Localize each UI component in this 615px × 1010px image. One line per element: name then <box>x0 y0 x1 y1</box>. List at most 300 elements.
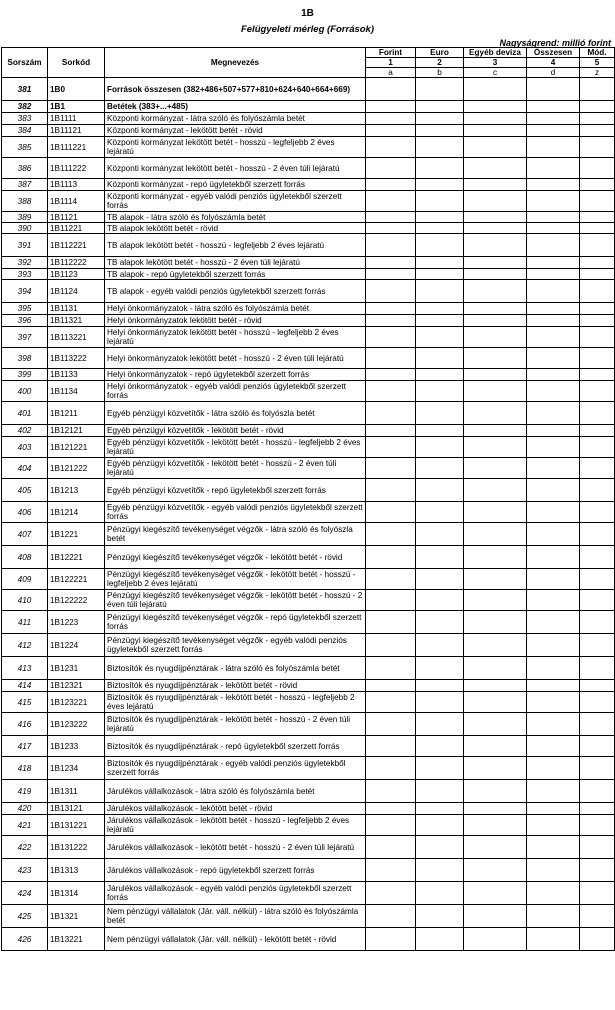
value-cell-osszesen[interactable] <box>527 657 580 680</box>
row-code: 1B1113 <box>48 179 105 191</box>
row-number: 417 <box>2 736 48 757</box>
value-cell-mod[interactable] <box>580 369 615 381</box>
table-row <box>2 369 615 381</box>
value-cell-mod[interactable] <box>580 836 615 859</box>
value-cell-mod[interactable] <box>580 437 615 458</box>
value-cell-euro[interactable] <box>416 315 464 327</box>
value-cell-egyeb-deviza[interactable] <box>464 815 527 836</box>
header-letter-a: a <box>366 68 416 78</box>
row-code: 1B1214 <box>48 502 105 523</box>
row-code: 1B111221 <box>48 137 105 158</box>
value-cell-mod[interactable] <box>580 113 615 125</box>
value-cell-egyeb-deviza[interactable] <box>464 736 527 757</box>
value-cell-mod[interactable] <box>580 928 615 951</box>
value-cell-egyeb-deviza[interactable] <box>464 303 527 315</box>
row-name: Nem pénzügyi vállalatok (Jár. váll. nélkül) - látra szóló és folyószámla betét <box>105 905 366 928</box>
value-cell-mod[interactable] <box>580 402 615 425</box>
value-cell-mod[interactable] <box>580 692 615 713</box>
value-cell-euro[interactable] <box>416 425 464 437</box>
value-cell-forint[interactable] <box>366 101 416 113</box>
value-cell-osszesen[interactable] <box>527 836 580 859</box>
value-cell-osszesen[interactable] <box>527 223 580 234</box>
row-code: 1B1221 <box>48 523 105 546</box>
form-code-title: 1B <box>301 8 314 19</box>
value-cell-mod[interactable] <box>580 780 615 803</box>
row-code: 1B12321 <box>48 680 105 692</box>
value-cell-osszesen[interactable] <box>527 425 580 437</box>
value-cell-forint[interactable] <box>366 223 416 234</box>
value-cell-euro[interactable] <box>416 125 464 137</box>
value-cell-osszesen[interactable] <box>527 928 580 951</box>
table-row <box>2 280 615 303</box>
value-cell-mod[interactable] <box>580 137 615 158</box>
value-cell-osszesen[interactable] <box>527 327 580 348</box>
value-cell-egyeb-deviza[interactable] <box>464 757 527 780</box>
value-cell-forint[interactable] <box>366 611 416 634</box>
value-cell-egyeb-deviza[interactable] <box>464 479 527 502</box>
value-cell-forint[interactable] <box>366 815 416 836</box>
value-cell-egyeb-deviza[interactable] <box>464 78 527 101</box>
value-cell-forint[interactable] <box>366 315 416 327</box>
header-number-1: 1 <box>366 58 416 68</box>
value-cell-osszesen[interactable] <box>527 113 580 125</box>
row-name: Források összesen (382+486+507+577+810+624+640+664+669) <box>105 78 366 101</box>
row-code: 1B1121 <box>48 212 105 223</box>
row-number: 422 <box>2 836 48 859</box>
row-code: 1B1131 <box>48 303 105 315</box>
value-cell-mod[interactable] <box>580 327 615 348</box>
row-number: 388 <box>2 191 48 212</box>
value-cell-forint[interactable] <box>366 634 416 657</box>
row-code: 1B1 <box>48 101 105 113</box>
row-name: Központi kormányzat lekötött betét - hosszú - legfeljebb 2 éves lejáratú <box>105 137 366 158</box>
table-row <box>2 191 615 212</box>
row-number: 424 <box>2 882 48 905</box>
value-cell-euro[interactable] <box>416 859 464 882</box>
value-cell-egyeb-deviza[interactable] <box>464 348 527 369</box>
value-cell-egyeb-deviza[interactable] <box>464 657 527 680</box>
form-subtitle: Felügyeleti mérleg (Források) <box>240 24 375 35</box>
row-code: 1B1123 <box>48 269 105 280</box>
value-cell-euro[interactable] <box>416 546 464 569</box>
value-cell-euro[interactable] <box>416 479 464 502</box>
value-cell-mod[interactable] <box>580 502 615 523</box>
value-cell-forint[interactable] <box>366 569 416 590</box>
value-cell-mod[interactable] <box>580 569 615 590</box>
value-cell-euro[interactable] <box>416 634 464 657</box>
value-cell-osszesen[interactable] <box>527 257 580 269</box>
value-cell-forint[interactable] <box>366 680 416 692</box>
table-row <box>2 234 615 257</box>
value-cell-forint[interactable] <box>366 780 416 803</box>
value-cell-euro[interactable] <box>416 369 464 381</box>
value-cell-egyeb-deviza[interactable] <box>464 928 527 951</box>
value-cell-egyeb-deviza[interactable] <box>464 523 527 546</box>
value-cell-osszesen[interactable] <box>527 882 580 905</box>
row-number: 412 <box>2 634 48 657</box>
value-cell-egyeb-deviza[interactable] <box>464 458 527 479</box>
value-cell-egyeb-deviza[interactable] <box>464 234 527 257</box>
value-cell-osszesen[interactable] <box>527 546 580 569</box>
value-cell-mod[interactable] <box>580 859 615 882</box>
value-cell-forint[interactable] <box>366 882 416 905</box>
table-row <box>2 212 615 223</box>
value-cell-osszesen[interactable] <box>527 590 580 611</box>
value-cell-euro[interactable] <box>416 611 464 634</box>
value-cell-euro[interactable] <box>416 179 464 191</box>
value-cell-forint[interactable] <box>366 803 416 815</box>
row-code: 1B123222 <box>48 713 105 736</box>
value-cell-forint[interactable] <box>366 158 416 179</box>
value-cell-mod[interactable] <box>580 234 615 257</box>
value-cell-egyeb-deviza[interactable] <box>464 882 527 905</box>
value-cell-forint[interactable] <box>366 125 416 137</box>
value-cell-forint[interactable] <box>366 757 416 780</box>
row-number: 402 <box>2 425 48 437</box>
value-cell-osszesen[interactable] <box>527 234 580 257</box>
value-cell-egyeb-deviza[interactable] <box>464 402 527 425</box>
value-cell-forint[interactable] <box>366 479 416 502</box>
value-cell-mod[interactable] <box>580 191 615 212</box>
value-cell-forint[interactable] <box>366 113 416 125</box>
value-cell-egyeb-deviza[interactable] <box>464 158 527 179</box>
value-cell-forint[interactable] <box>366 369 416 381</box>
value-cell-mod[interactable] <box>580 425 615 437</box>
value-cell-osszesen[interactable] <box>527 381 580 402</box>
row-name: Nem pénzügyi vállalatok (Jár. váll. nélkül) - lekötött betét - rövid <box>105 928 366 951</box>
value-cell-euro[interactable] <box>416 327 464 348</box>
value-cell-egyeb-deviza[interactable] <box>464 780 527 803</box>
value-cell-forint[interactable] <box>366 381 416 402</box>
value-cell-mod[interactable] <box>580 882 615 905</box>
row-code: 1B112221 <box>48 234 105 257</box>
value-cell-osszesen[interactable] <box>527 458 580 479</box>
value-cell-euro[interactable] <box>416 569 464 590</box>
value-cell-euro[interactable] <box>416 381 464 402</box>
value-cell-egyeb-deviza[interactable] <box>464 905 527 928</box>
row-code: 1B1211 <box>48 402 105 425</box>
value-cell-forint[interactable] <box>366 859 416 882</box>
table-row <box>2 158 615 179</box>
value-cell-mod[interactable] <box>580 78 615 101</box>
value-cell-osszesen[interactable] <box>527 348 580 369</box>
row-number: 418 <box>2 757 48 780</box>
value-cell-mod[interactable] <box>580 590 615 611</box>
value-cell-euro[interactable] <box>416 905 464 928</box>
row-number: 411 <box>2 611 48 634</box>
value-cell-egyeb-deviza[interactable] <box>464 327 527 348</box>
value-cell-egyeb-deviza[interactable] <box>464 101 527 113</box>
value-cell-egyeb-deviza[interactable] <box>464 269 527 280</box>
value-cell-egyeb-deviza[interactable] <box>464 179 527 191</box>
value-cell-mod[interactable] <box>580 905 615 928</box>
value-cell-forint[interactable] <box>366 348 416 369</box>
value-cell-osszesen[interactable] <box>527 125 580 137</box>
value-cell-forint[interactable] <box>366 836 416 859</box>
value-cell-forint[interactable] <box>366 590 416 611</box>
value-cell-mod[interactable] <box>580 381 615 402</box>
value-cell-osszesen[interactable] <box>527 280 580 303</box>
value-cell-egyeb-deviza[interactable] <box>464 836 527 859</box>
row-code: 1B1133 <box>48 369 105 381</box>
value-cell-mod[interactable] <box>580 458 615 479</box>
value-cell-osszesen[interactable] <box>527 479 580 502</box>
value-cell-forint[interactable] <box>366 327 416 348</box>
row-name: Biztosítók és nyugdíjpénztárak - lekötött betét - hosszú - legfeljebb 2 éves lejáratú <box>105 692 366 713</box>
value-cell-forint[interactable] <box>366 78 416 101</box>
value-cell-egyeb-deviza[interactable] <box>464 191 527 212</box>
value-cell-euro[interactable] <box>416 223 464 234</box>
value-cell-euro[interactable] <box>416 692 464 713</box>
value-cell-osszesen[interactable] <box>527 905 580 928</box>
value-cell-euro[interactable] <box>416 303 464 315</box>
value-cell-mod[interactable] <box>580 101 615 113</box>
value-cell-egyeb-deviza[interactable] <box>464 257 527 269</box>
value-cell-forint[interactable] <box>366 713 416 736</box>
table-row <box>2 757 615 780</box>
table-row <box>2 502 615 523</box>
row-number: 387 <box>2 179 48 191</box>
value-cell-mod[interactable] <box>580 348 615 369</box>
table-row <box>2 327 615 348</box>
value-cell-osszesen[interactable] <box>527 757 580 780</box>
value-cell-egyeb-deviza[interactable] <box>464 113 527 125</box>
table-row <box>2 590 615 611</box>
value-cell-euro[interactable] <box>416 815 464 836</box>
row-code: 1B122221 <box>48 569 105 590</box>
value-cell-euro[interactable] <box>416 757 464 780</box>
value-cell-mod[interactable] <box>580 713 615 736</box>
value-cell-euro[interactable] <box>416 713 464 736</box>
value-cell-mod[interactable] <box>580 634 615 657</box>
value-cell-euro[interactable] <box>416 137 464 158</box>
value-cell-mod[interactable] <box>580 179 615 191</box>
header-letter-d: d <box>527 68 580 78</box>
value-cell-euro[interactable] <box>416 836 464 859</box>
value-cell-egyeb-deviza[interactable] <box>464 315 527 327</box>
value-cell-forint[interactable] <box>366 425 416 437</box>
header-euro: Euro <box>416 48 464 58</box>
value-cell-euro[interactable] <box>416 657 464 680</box>
value-cell-egyeb-deviza[interactable] <box>464 223 527 234</box>
value-cell-forint[interactable] <box>366 280 416 303</box>
balance-sheet-table <box>1 47 615 951</box>
value-cell-osszesen[interactable] <box>527 680 580 692</box>
value-cell-mod[interactable] <box>580 280 615 303</box>
value-cell-forint[interactable] <box>366 179 416 191</box>
value-cell-forint[interactable] <box>366 523 416 546</box>
value-cell-euro[interactable] <box>416 280 464 303</box>
table-row <box>2 101 615 113</box>
value-cell-euro[interactable] <box>416 101 464 113</box>
value-cell-euro[interactable] <box>416 882 464 905</box>
table-row <box>2 223 615 234</box>
value-cell-egyeb-deviza[interactable] <box>464 425 527 437</box>
value-cell-mod[interactable] <box>580 257 615 269</box>
value-cell-forint[interactable] <box>366 257 416 269</box>
value-cell-osszesen[interactable] <box>527 780 580 803</box>
value-cell-egyeb-deviza[interactable] <box>464 369 527 381</box>
row-number: 384 <box>2 125 48 137</box>
value-cell-mod[interactable] <box>580 546 615 569</box>
value-cell-osszesen[interactable] <box>527 101 580 113</box>
value-cell-euro[interactable] <box>416 269 464 280</box>
value-cell-mod[interactable] <box>580 657 615 680</box>
table-row <box>2 269 615 280</box>
value-cell-osszesen[interactable] <box>527 502 580 523</box>
value-cell-euro[interactable] <box>416 158 464 179</box>
row-code: 1B12121 <box>48 425 105 437</box>
value-cell-mod[interactable] <box>580 303 615 315</box>
value-cell-forint[interactable] <box>366 402 416 425</box>
value-cell-euro[interactable] <box>416 523 464 546</box>
row-code: 1B1223 <box>48 611 105 634</box>
row-number: 419 <box>2 780 48 803</box>
value-cell-osszesen[interactable] <box>527 137 580 158</box>
row-number: 389 <box>2 212 48 223</box>
value-cell-egyeb-deviza[interactable] <box>464 590 527 611</box>
value-cell-euro[interactable] <box>416 212 464 223</box>
value-cell-osszesen[interactable] <box>527 634 580 657</box>
value-cell-osszesen[interactable] <box>527 692 580 713</box>
row-name: Helyi önkormányzatok lekötött betét - rövid <box>105 315 366 327</box>
row-code: 1B121222 <box>48 458 105 479</box>
value-cell-mod[interactable] <box>580 523 615 546</box>
row-number: 408 <box>2 546 48 569</box>
value-cell-egyeb-deviza[interactable] <box>464 634 527 657</box>
value-cell-euro[interactable] <box>416 437 464 458</box>
row-number: 410 <box>2 590 48 611</box>
row-name: Biztosítók és nyugdíjpénztárak - lekötött betét - rövid <box>105 680 366 692</box>
value-cell-osszesen[interactable] <box>527 815 580 836</box>
value-cell-egyeb-deviza[interactable] <box>464 125 527 137</box>
table-body <box>2 78 615 951</box>
value-cell-osszesen[interactable] <box>527 859 580 882</box>
value-cell-euro[interactable] <box>416 736 464 757</box>
value-cell-osszesen[interactable] <box>527 369 580 381</box>
value-cell-euro[interactable] <box>416 458 464 479</box>
value-cell-euro[interactable] <box>416 348 464 369</box>
value-cell-egyeb-deviza[interactable] <box>464 611 527 634</box>
value-cell-egyeb-deviza[interactable] <box>464 803 527 815</box>
value-cell-egyeb-deviza[interactable] <box>464 569 527 590</box>
value-cell-forint[interactable] <box>366 928 416 951</box>
value-cell-euro[interactable] <box>416 191 464 212</box>
value-cell-mod[interactable] <box>580 680 615 692</box>
value-cell-mod[interactable] <box>580 158 615 179</box>
value-cell-forint[interactable] <box>366 905 416 928</box>
value-cell-forint[interactable] <box>366 736 416 757</box>
value-cell-osszesen[interactable] <box>527 611 580 634</box>
value-cell-egyeb-deviza[interactable] <box>464 437 527 458</box>
value-cell-osszesen[interactable] <box>527 303 580 315</box>
value-cell-forint[interactable] <box>366 657 416 680</box>
value-cell-osszesen[interactable] <box>527 158 580 179</box>
value-cell-forint[interactable] <box>366 502 416 523</box>
value-cell-forint[interactable] <box>366 137 416 158</box>
value-cell-forint[interactable] <box>366 437 416 458</box>
value-cell-osszesen[interactable] <box>527 269 580 280</box>
value-cell-osszesen[interactable] <box>527 78 580 101</box>
value-cell-euro[interactable] <box>416 257 464 269</box>
value-cell-euro[interactable] <box>416 234 464 257</box>
table-row <box>2 125 615 137</box>
value-cell-osszesen[interactable] <box>527 713 580 736</box>
value-cell-euro[interactable] <box>416 502 464 523</box>
value-cell-osszesen[interactable] <box>527 736 580 757</box>
row-name: Egyéb pénzügyi közvetítők - repó ügyletekből szerzett forrás <box>105 479 366 502</box>
value-cell-forint[interactable] <box>366 458 416 479</box>
value-cell-mod[interactable] <box>580 125 615 137</box>
value-cell-osszesen[interactable] <box>527 179 580 191</box>
header-number-4: 4 <box>527 58 580 68</box>
value-cell-mod[interactable] <box>580 611 615 634</box>
value-cell-osszesen[interactable] <box>527 212 580 223</box>
value-cell-egyeb-deviza[interactable] <box>464 502 527 523</box>
value-cell-forint[interactable] <box>366 269 416 280</box>
header-number-2: 2 <box>416 58 464 68</box>
value-cell-mod[interactable] <box>580 223 615 234</box>
value-cell-euro[interactable] <box>416 803 464 815</box>
value-cell-mod[interactable] <box>580 736 615 757</box>
value-cell-euro[interactable] <box>416 780 464 803</box>
value-cell-euro[interactable] <box>416 78 464 101</box>
value-cell-egyeb-deviza[interactable] <box>464 680 527 692</box>
header-number-5: 5 <box>580 58 615 68</box>
value-cell-osszesen[interactable] <box>527 803 580 815</box>
value-cell-euro[interactable] <box>416 402 464 425</box>
header-osszesen: Összesen <box>527 48 580 58</box>
value-cell-osszesen[interactable] <box>527 191 580 212</box>
value-cell-mod[interactable] <box>580 815 615 836</box>
value-cell-osszesen[interactable] <box>527 569 580 590</box>
value-cell-egyeb-deviza[interactable] <box>464 212 527 223</box>
value-cell-euro[interactable] <box>416 113 464 125</box>
value-cell-forint[interactable] <box>366 303 416 315</box>
value-cell-mod[interactable] <box>580 757 615 780</box>
value-cell-osszesen[interactable] <box>527 437 580 458</box>
value-cell-forint[interactable] <box>366 191 416 212</box>
value-cell-euro[interactable] <box>416 928 464 951</box>
value-cell-mod[interactable] <box>580 212 615 223</box>
value-cell-osszesen[interactable] <box>527 315 580 327</box>
value-cell-forint[interactable] <box>366 692 416 713</box>
row-code: 1B11321 <box>48 315 105 327</box>
value-cell-forint[interactable] <box>366 212 416 223</box>
value-cell-mod[interactable] <box>580 803 615 815</box>
row-number: 397 <box>2 327 48 348</box>
value-cell-mod[interactable] <box>580 315 615 327</box>
value-cell-egyeb-deviza[interactable] <box>464 713 527 736</box>
value-cell-egyeb-deviza[interactable] <box>464 859 527 882</box>
value-cell-egyeb-deviza[interactable] <box>464 692 527 713</box>
value-cell-osszesen[interactable] <box>527 402 580 425</box>
value-cell-euro[interactable] <box>416 590 464 611</box>
header-egyeb-deviza: Egyéb deviza <box>464 48 527 58</box>
value-cell-euro[interactable] <box>416 680 464 692</box>
value-cell-osszesen[interactable] <box>527 523 580 546</box>
value-cell-forint[interactable] <box>366 546 416 569</box>
value-cell-egyeb-deviza[interactable] <box>464 280 527 303</box>
row-name: Pénzügyi kiegészítő tevékenységet végzők - látra szóló és folyószla betét <box>105 523 366 546</box>
value-cell-egyeb-deviza[interactable] <box>464 546 527 569</box>
value-cell-mod[interactable] <box>580 269 615 280</box>
value-cell-mod[interactable] <box>580 479 615 502</box>
header-forint: Forint <box>366 48 416 58</box>
value-cell-forint[interactable] <box>366 234 416 257</box>
value-cell-egyeb-deviza[interactable] <box>464 381 527 402</box>
value-cell-egyeb-deviza[interactable] <box>464 137 527 158</box>
